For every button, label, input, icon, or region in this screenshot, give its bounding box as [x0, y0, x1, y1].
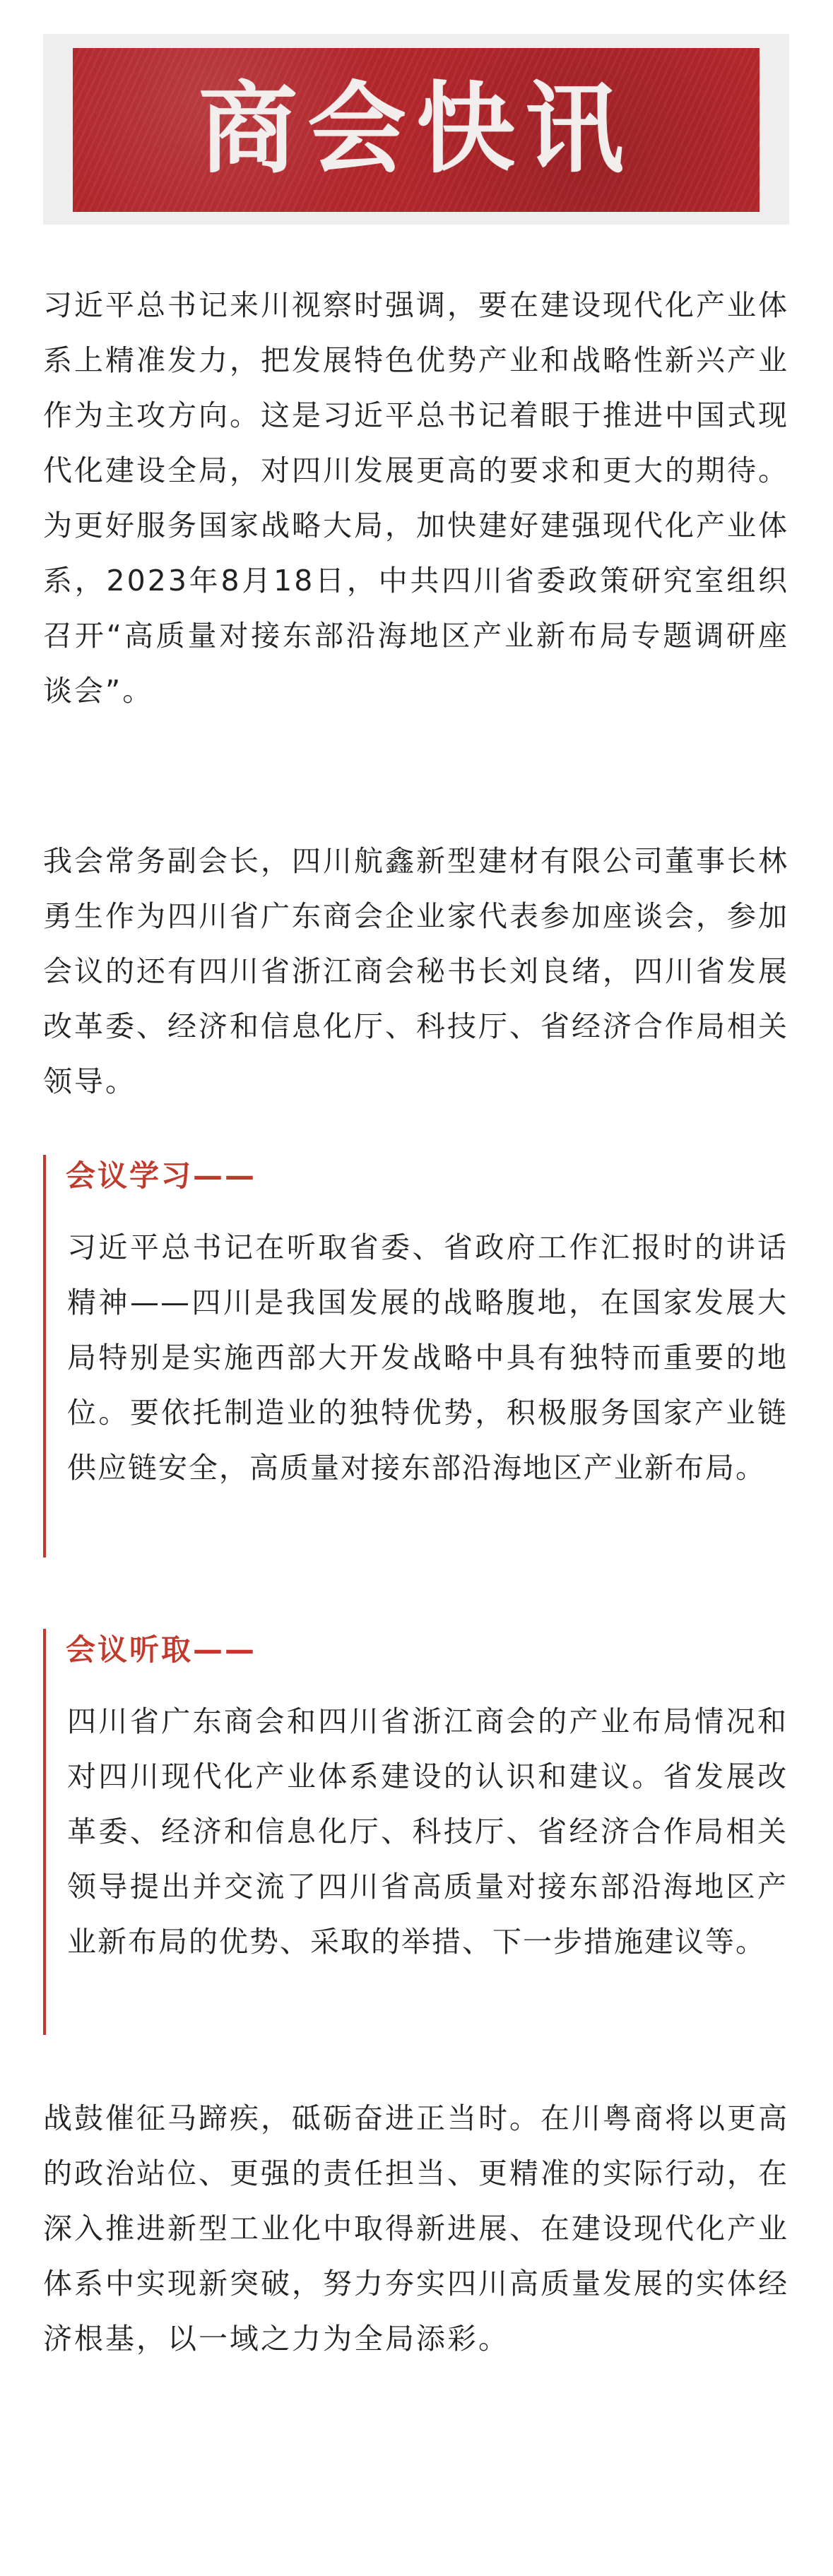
- section-body: 四川省广东商会和四川省浙江商会的产业布局情况和对四川现代化产业体系建设的认识和建议。省发展改革委、经济和信息化厅、科技厅、省经济合作局相关领导提出并交流了四川省高质量对接东部沿海地区产业新布局的优势、采取的举措、下一步措施建议等。: [67, 1704, 788, 1959]
- section-body: 习近平总书记在听取省委、省政府工作汇报时的讲话精神——四川是我国发展的战略腹地，在国家发展大局特别是实施西部大开发战略中具有独特而重要的地位。要依托制造业的独特优势，积极服务国家产业链供应链安全，高质量对接东部沿海地区产业新布局。: [67, 1230, 788, 1485]
- intro-paragraph: 习近平总书记来川视察时强调，要在建设现代化产业体系上精准发力，把发展特色优势产业和战略性新兴产业作为主攻方向。这是习近平总书记着眼于推进中国式现代化建设全局，对四川发展更高的要求和更大的期待。为更好服务国家战略大局，加快建好建强现代化产业体系，2023年8月18日，中共四川省委政策研究室组织召开“高质量对接东部沿海地区产业新布局专题调研座谈会”。: [43, 288, 789, 708]
- section-title: 会议学习——: [66, 1158, 257, 1193]
- attendees-paragraph: 我会常务副会长，四川航鑫新型建材有限公司董事长林勇生作为四川省广东商会企业家代表参加座谈会，参加会议的还有四川省浙江商会秘书长刘良绪，四川省发展改革委、经济和信息化厅、科技厅、省经济合作局相关领导。: [43, 844, 789, 1098]
- closing-paragraph: 战鼓催征马蹄疾，砥砺奋进正当时。在川粤商将以更高的政治站位、更强的责任担当、更精准的实际行动，在深入推进新型工业化中取得新进展、在建设现代化产业体系中实现新突破，努力夯实四川高质量发展的实体经济根基，以一域之力为全局添彩。: [43, 2101, 789, 2356]
- section-title: 会议听取——: [66, 1632, 257, 1667]
- banner: [73, 48, 760, 212]
- banner-frame: [43, 34, 789, 225]
- section-meeting-hearing: [43, 1629, 792, 2035]
- banner-title: 商会快讯: [198, 72, 634, 187]
- section-meeting-study: [43, 1155, 792, 1557]
